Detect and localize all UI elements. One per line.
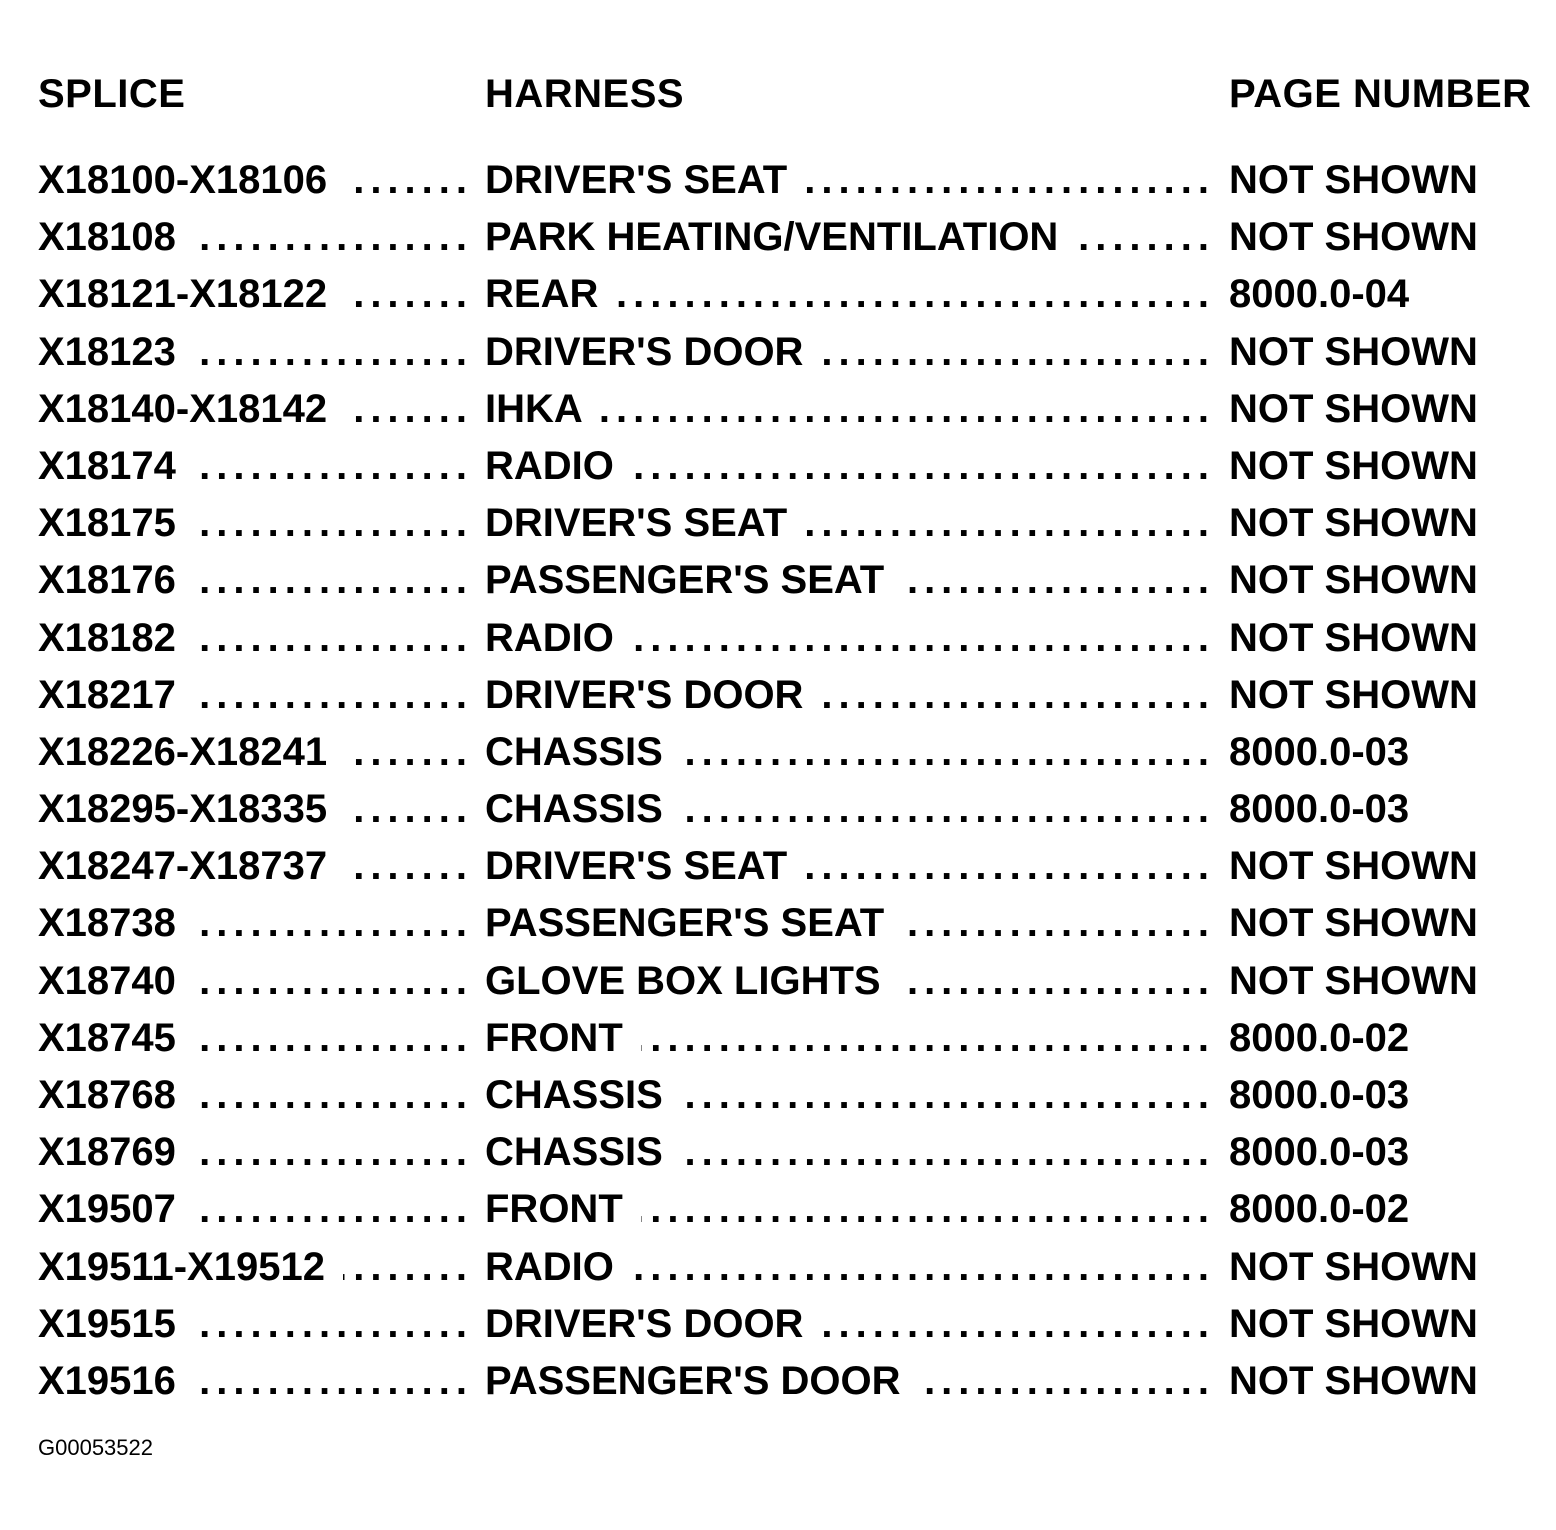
dot-leader	[902, 895, 1215, 952]
page-number: NOT SHOWN	[1229, 558, 1478, 603]
dot-leader	[194, 495, 473, 552]
splice-id: X18738	[38, 895, 194, 952]
dot-leader	[681, 1124, 1215, 1181]
harness-cell	[485, 438, 1215, 495]
splice-cell	[38, 209, 473, 266]
dot-leader	[194, 552, 473, 609]
splice-id: X18108	[38, 209, 194, 266]
splice-cell	[38, 1124, 473, 1181]
dot-leader	[902, 552, 1215, 609]
page-number: NOT SHOWN	[1229, 443, 1478, 488]
splice-cell	[38, 438, 473, 495]
page-number: NOT SHOWN	[1229, 215, 1478, 260]
dot-leader	[1076, 209, 1215, 266]
table-row	[0, 1296, 1556, 1353]
dot-leader	[194, 1124, 473, 1181]
harness-cell	[485, 552, 1215, 609]
page-number: NOT SHOWN	[1229, 1358, 1478, 1403]
dot-leader	[345, 724, 473, 781]
harness-cell	[485, 1124, 1215, 1181]
splice-id: X18175	[38, 495, 194, 552]
page-number: 8000.0-03	[1229, 1073, 1410, 1117]
dot-leader	[681, 1067, 1215, 1124]
splice-cell	[38, 1067, 473, 1124]
harness-name: DRIVER'S SEAT	[485, 495, 805, 552]
splice-id: X18295-X18335	[38, 781, 345, 838]
page-number: 8000.0-03	[1229, 1130, 1410, 1175]
splice-cell	[38, 895, 473, 952]
table-row	[0, 781, 1556, 838]
harness-cell	[485, 381, 1215, 438]
dot-leader	[641, 1181, 1215, 1238]
page-number: 8000.0-03	[1229, 729, 1410, 774]
splice-id: X18226-X18241	[38, 724, 345, 781]
splice-id: X18123	[38, 324, 194, 381]
dot-leader	[899, 953, 1215, 1010]
table-row	[0, 1239, 1556, 1296]
table-row	[0, 152, 1556, 209]
table-row	[0, 324, 1556, 381]
page-number: NOT SHOWN	[1229, 615, 1478, 660]
dot-leader	[194, 895, 473, 952]
harness-name: RADIO	[485, 1239, 632, 1296]
dot-leader	[194, 438, 473, 495]
harness-cell	[485, 895, 1215, 952]
dot-leader	[821, 1296, 1215, 1353]
dot-leader	[632, 610, 1215, 667]
splice-cell	[38, 1353, 473, 1410]
dot-leader	[345, 781, 473, 838]
splice-cell	[38, 1181, 473, 1238]
header-harness: HARNESS	[485, 72, 685, 116]
splice-cell	[38, 724, 473, 781]
dot-leader	[194, 1353, 473, 1410]
harness-cell	[485, 953, 1215, 1010]
dot-leader	[194, 953, 473, 1010]
page-number: NOT SHOWN	[1229, 958, 1478, 1003]
harness-name: CHASSIS	[485, 1067, 681, 1124]
harness-name: REAR	[485, 266, 616, 323]
harness-cell	[485, 610, 1215, 667]
harness-cell	[485, 495, 1215, 552]
splice-id: X19507	[38, 1181, 194, 1238]
dot-leader	[194, 324, 473, 381]
dot-leader	[632, 438, 1215, 495]
harness-cell	[485, 152, 1215, 209]
dot-leader	[681, 781, 1215, 838]
splice-id: X18121-X18122	[38, 266, 345, 323]
page-number: 8000.0-02	[1229, 1015, 1410, 1060]
harness-cell	[485, 724, 1215, 781]
dot-leader	[194, 1067, 473, 1124]
harness-name: CHASSIS	[485, 724, 681, 781]
harness-name: RADIO	[485, 438, 632, 495]
harness-name: CHASSIS	[485, 781, 681, 838]
harness-name: CHASSIS	[485, 1124, 681, 1181]
header-page-number: PAGE NUMBER	[1229, 72, 1532, 116]
harness-name: PASSENGER'S DOOR	[485, 1353, 919, 1410]
page-number: NOT SHOWN	[1229, 844, 1478, 889]
page-number: NOT SHOWN	[1229, 386, 1478, 431]
splice-id: X18740	[38, 953, 194, 1010]
table-row	[0, 552, 1556, 609]
table-row	[0, 1181, 1556, 1238]
harness-name: PARK HEATING/VENTILATION	[485, 209, 1076, 266]
splice-id: X19515	[38, 1296, 194, 1353]
dot-leader	[919, 1353, 1215, 1410]
splice-cell	[38, 610, 473, 667]
page-number: NOT SHOWN	[1229, 1244, 1478, 1289]
splice-cell	[38, 552, 473, 609]
splice-id: X18217	[38, 667, 194, 724]
splice-id: X18174	[38, 438, 194, 495]
harness-name: PASSENGER'S SEAT	[485, 895, 902, 952]
harness-name: IHKA	[485, 381, 601, 438]
splice-cell	[38, 953, 473, 1010]
splice-id: X18182	[38, 610, 194, 667]
dot-leader	[194, 667, 473, 724]
table-row	[0, 1124, 1556, 1181]
dot-leader	[194, 1181, 473, 1238]
dot-leader	[681, 724, 1215, 781]
harness-name: DRIVER'S DOOR	[485, 1296, 821, 1353]
table-row	[0, 438, 1556, 495]
dot-leader	[194, 610, 473, 667]
dot-leader	[821, 324, 1215, 381]
harness-name: DRIVER'S DOOR	[485, 324, 821, 381]
splice-cell	[38, 1010, 473, 1067]
splice-id: X18769	[38, 1124, 194, 1181]
harness-cell	[485, 1353, 1215, 1410]
dot-leader	[194, 1296, 473, 1353]
dot-leader	[194, 1010, 473, 1067]
harness-name: FRONT	[485, 1181, 641, 1238]
table-header	[0, 64, 1556, 124]
harness-cell	[485, 1239, 1215, 1296]
harness-name: RADIO	[485, 610, 632, 667]
table-row	[0, 1010, 1556, 1067]
harness-cell	[485, 781, 1215, 838]
table-row	[0, 209, 1556, 266]
table-row	[0, 953, 1556, 1010]
page-number: NOT SHOWN	[1229, 901, 1478, 946]
harness-cell	[485, 324, 1215, 381]
harness-cell	[485, 667, 1215, 724]
splice-cell	[38, 324, 473, 381]
harness-name: DRIVER'S SEAT	[485, 152, 805, 209]
harness-cell	[485, 1181, 1215, 1238]
splice-id: X18100-X18106	[38, 152, 345, 209]
dot-leader	[601, 381, 1215, 438]
splice-cell	[38, 1296, 473, 1353]
table-row	[0, 495, 1556, 552]
harness-name: DRIVER'S DOOR	[485, 667, 821, 724]
table-body	[0, 152, 1556, 1410]
dot-leader	[805, 838, 1215, 895]
splice-id: X18140-X18142	[38, 381, 345, 438]
dot-leader	[632, 1239, 1215, 1296]
harness-cell	[485, 266, 1215, 323]
header-splice: SPLICE	[38, 72, 186, 116]
table-row	[0, 1353, 1556, 1410]
table-row	[0, 667, 1556, 724]
table-row	[0, 381, 1556, 438]
page-number: 8000.0-02	[1229, 1187, 1410, 1232]
dot-leader	[821, 667, 1215, 724]
splice-id: X19516	[38, 1353, 194, 1410]
splice-cell	[38, 152, 473, 209]
splice-cell	[38, 781, 473, 838]
splice-id: X18745	[38, 1010, 194, 1067]
harness-cell	[485, 1296, 1215, 1353]
splice-cell	[38, 266, 473, 323]
splice-cell	[38, 1239, 473, 1296]
table-row	[0, 895, 1556, 952]
harness-name: FRONT	[485, 1010, 641, 1067]
table-row	[0, 266, 1556, 323]
figure-id: G00053522	[38, 1435, 153, 1460]
dot-leader	[345, 838, 473, 895]
table-row	[0, 838, 1556, 895]
page-number: NOT SHOWN	[1229, 501, 1478, 546]
splice-cell	[38, 495, 473, 552]
harness-name: PASSENGER'S SEAT	[485, 552, 902, 609]
table-row	[0, 1067, 1556, 1124]
dot-leader	[805, 152, 1215, 209]
splice-id: X18176	[38, 552, 194, 609]
page-number: NOT SHOWN	[1229, 1301, 1478, 1346]
page-number: NOT SHOWN	[1229, 329, 1478, 374]
table-row	[0, 610, 1556, 667]
splice-cell	[38, 667, 473, 724]
splice-id: X18768	[38, 1067, 194, 1124]
dot-leader	[616, 266, 1215, 323]
dot-leader	[345, 152, 473, 209]
dot-leader	[194, 209, 473, 266]
harness-name: GLOVE BOX LIGHTS	[485, 953, 899, 1010]
harness-cell	[485, 1010, 1215, 1067]
harness-cell	[485, 1067, 1215, 1124]
dot-leader	[805, 495, 1215, 552]
splice-cell	[38, 838, 473, 895]
dot-leader	[345, 381, 473, 438]
harness-cell	[485, 209, 1215, 266]
page-number: NOT SHOWN	[1229, 672, 1478, 717]
dot-leader	[641, 1010, 1215, 1067]
page-number: 8000.0-03	[1229, 787, 1410, 832]
splice-cell	[38, 381, 473, 438]
splice-id: X19511-X19512	[38, 1239, 343, 1296]
dot-leader	[345, 266, 473, 323]
page-number: 8000.0-04	[1229, 272, 1410, 317]
harness-cell	[485, 838, 1215, 895]
splice-id: X18247-X18737	[38, 838, 345, 895]
harness-name: DRIVER'S SEAT	[485, 838, 805, 895]
table-row	[0, 724, 1556, 781]
page-number: NOT SHOWN	[1229, 158, 1478, 202]
dot-leader	[343, 1239, 473, 1296]
